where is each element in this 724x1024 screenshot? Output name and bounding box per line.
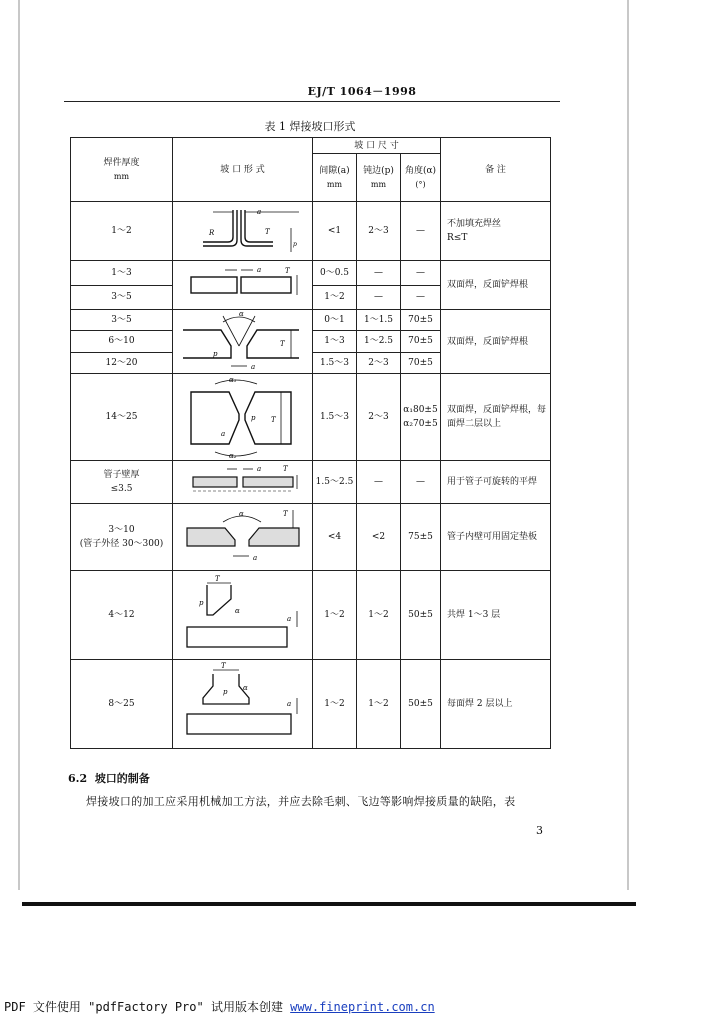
- header-form: 坡 口 形 式: [173, 138, 313, 202]
- header-rule: [64, 101, 560, 102]
- cell-gap: 0～1: [313, 310, 357, 331]
- svg-text:α: α: [239, 510, 244, 518]
- svg-text:a: a: [287, 700, 292, 708]
- cell-remark: 每面焊 2 层以上: [441, 660, 551, 749]
- x-groove-diagram: [173, 374, 313, 460]
- section-heading: 6.2 坡口的制备: [68, 772, 150, 785]
- cell-remark: 双面焊，反面铲焊根: [441, 261, 551, 310]
- cell-gap: 1～2: [313, 285, 357, 310]
- cell-blunt: —: [357, 261, 401, 286]
- cell-gap: 1.5～3: [313, 352, 357, 373]
- scan-edge-right: [627, 0, 629, 890]
- cell-thickness: 12～20: [71, 352, 173, 373]
- pipe-butt-diagram: [173, 461, 313, 503]
- svg-text:p: p: [251, 414, 256, 422]
- svg-text:α₁: α₁: [229, 376, 237, 384]
- cell-blunt: 2～3: [357, 352, 401, 373]
- groove-figure: [173, 504, 313, 571]
- cell-gap: 1～2: [313, 571, 357, 660]
- svg-text:a: a: [257, 465, 262, 473]
- cell-thickness: 3～5: [71, 285, 173, 310]
- body-paragraph: 焊接坡口的加工应采用机械加工方法，并应去除毛刺、飞边等影响焊接质量的缺陷，表: [86, 795, 516, 808]
- cell-thickness: 14～25: [71, 374, 173, 461]
- header-thickness: 焊件厚度 mm: [71, 138, 173, 202]
- svg-text:a: a: [251, 363, 256, 371]
- cell-angle: 70±5: [401, 331, 441, 352]
- t-joint-groove-diagram: [173, 571, 313, 659]
- page-number: 3: [536, 824, 543, 837]
- svg-text:α₂: α₂: [229, 452, 237, 460]
- v-groove-diagram: [173, 310, 313, 373]
- square-butt-diagram: [173, 261, 313, 309]
- groove-figure: [173, 461, 313, 504]
- cell-angle: 70±5: [401, 310, 441, 331]
- cell-gap: <4: [313, 504, 357, 571]
- svg-text:T: T: [271, 416, 276, 424]
- cell-gap: 1～2: [313, 660, 357, 749]
- cell-angle: —: [401, 285, 441, 310]
- cell-thickness: 3～5: [71, 310, 173, 331]
- svg-text:T: T: [283, 465, 288, 473]
- cell-angle: 75±5: [401, 504, 441, 571]
- cell-thickness: 1～3: [71, 261, 173, 286]
- svg-text:p: p: [199, 599, 204, 607]
- header-gap: 间隙(a) mm: [313, 154, 357, 202]
- cell-remark: 共焊 1～3 层: [441, 571, 551, 660]
- cell-remark: 用于管子可旋转的平焊: [441, 461, 551, 504]
- svg-text:T: T: [285, 267, 290, 275]
- cell-gap: 1～3: [313, 331, 357, 352]
- groove-figure: [173, 374, 313, 461]
- header-size: 坡 口 尺 寸: [313, 138, 441, 154]
- svg-text:p: p: [213, 350, 218, 358]
- cell-blunt: 1～1.5: [357, 310, 401, 331]
- svg-text:α: α: [235, 607, 240, 615]
- groove-figure: [173, 571, 313, 660]
- cell-remark: 双面焊，反面铲焊根: [441, 310, 551, 374]
- svg-text:T: T: [283, 510, 288, 518]
- svg-text:α: α: [243, 684, 248, 692]
- svg-text:R: R: [209, 229, 215, 237]
- cell-blunt: 1～2: [357, 571, 401, 660]
- svg-text:a: a: [287, 615, 292, 623]
- pipe-v-groove-diagram: [173, 504, 313, 570]
- cell-angle: 50±5: [401, 660, 441, 749]
- svg-text:T: T: [265, 228, 270, 236]
- cell-thickness: 1～2: [71, 202, 173, 261]
- cell-remark: 管子内壁可用固定垫板: [441, 504, 551, 571]
- groove-figure: [173, 660, 313, 749]
- cell-angle: 50±5: [401, 571, 441, 660]
- header-angle: 角度(α) (°): [401, 154, 441, 202]
- groove-figure: [173, 261, 313, 310]
- pdf-watermark-footer: PDF 文件使用 "pdfFactory Pro" 试用版本创建 www.fineprint.com.cn: [4, 1000, 435, 1014]
- svg-text:a: a: [257, 208, 262, 216]
- cell-blunt: —: [357, 285, 401, 310]
- cell-thickness: 3～10 (管子外径 30～300): [71, 504, 173, 571]
- svg-text:a: a: [257, 266, 262, 274]
- cell-thickness: 6～10: [71, 331, 173, 352]
- cell-angle: 70±5: [401, 352, 441, 373]
- table-caption: 表 1 焊接坡口形式: [264, 120, 356, 133]
- svg-text:α: α: [239, 310, 244, 318]
- cell-gap: <1: [313, 202, 357, 261]
- header-blunt: 钝边(p) mm: [357, 154, 401, 202]
- cell-remark: 不加填充焊丝 R≤T: [441, 202, 551, 261]
- cell-angle: —: [401, 461, 441, 504]
- cell-blunt: <2: [357, 504, 401, 571]
- cell-angle: —: [401, 202, 441, 261]
- cell-remark: 双面焊，反面铲焊根，每面焊二层以上: [441, 374, 551, 461]
- cell-thickness: 4～12: [71, 571, 173, 660]
- cell-angle: —: [401, 261, 441, 286]
- fineprint-link[interactable]: www.fineprint.com.cn: [290, 1000, 435, 1014]
- svg-text:T: T: [215, 575, 220, 583]
- cell-thickness: 8～25: [71, 660, 173, 749]
- cell-gap: 0～0.5: [313, 261, 357, 286]
- standard-code: EJ/T 1064－1998: [307, 85, 417, 98]
- cell-gap: 1.5～3: [313, 374, 357, 461]
- double-t-joint-groove-diagram: [173, 660, 313, 748]
- svg-text:a: a: [253, 554, 258, 562]
- cell-blunt: 1～2.5: [357, 331, 401, 352]
- svg-text:p: p: [223, 688, 228, 696]
- groove-figure: [173, 202, 313, 261]
- svg-text:a: a: [221, 430, 226, 438]
- cell-blunt: 2～3: [357, 374, 401, 461]
- flange-groove-diagram: [173, 202, 313, 260]
- header-remark: 备 注: [441, 138, 551, 202]
- svg-text:T: T: [280, 340, 285, 348]
- groove-figure: [173, 310, 313, 374]
- cell-angle: α₁80±5 α₂70±5: [401, 374, 441, 461]
- cell-blunt: 1～2: [357, 660, 401, 749]
- page-bottom-rule: [22, 902, 636, 906]
- svg-text:p: p: [293, 241, 297, 248]
- svg-text:T: T: [221, 662, 226, 670]
- cell-blunt: —: [357, 461, 401, 504]
- cell-thickness: 管子壁厚 ≤3.5: [71, 461, 173, 504]
- groove-table: [70, 137, 551, 749]
- cell-blunt: 2～3: [357, 202, 401, 261]
- cell-gap: 1.5～2.5: [313, 461, 357, 504]
